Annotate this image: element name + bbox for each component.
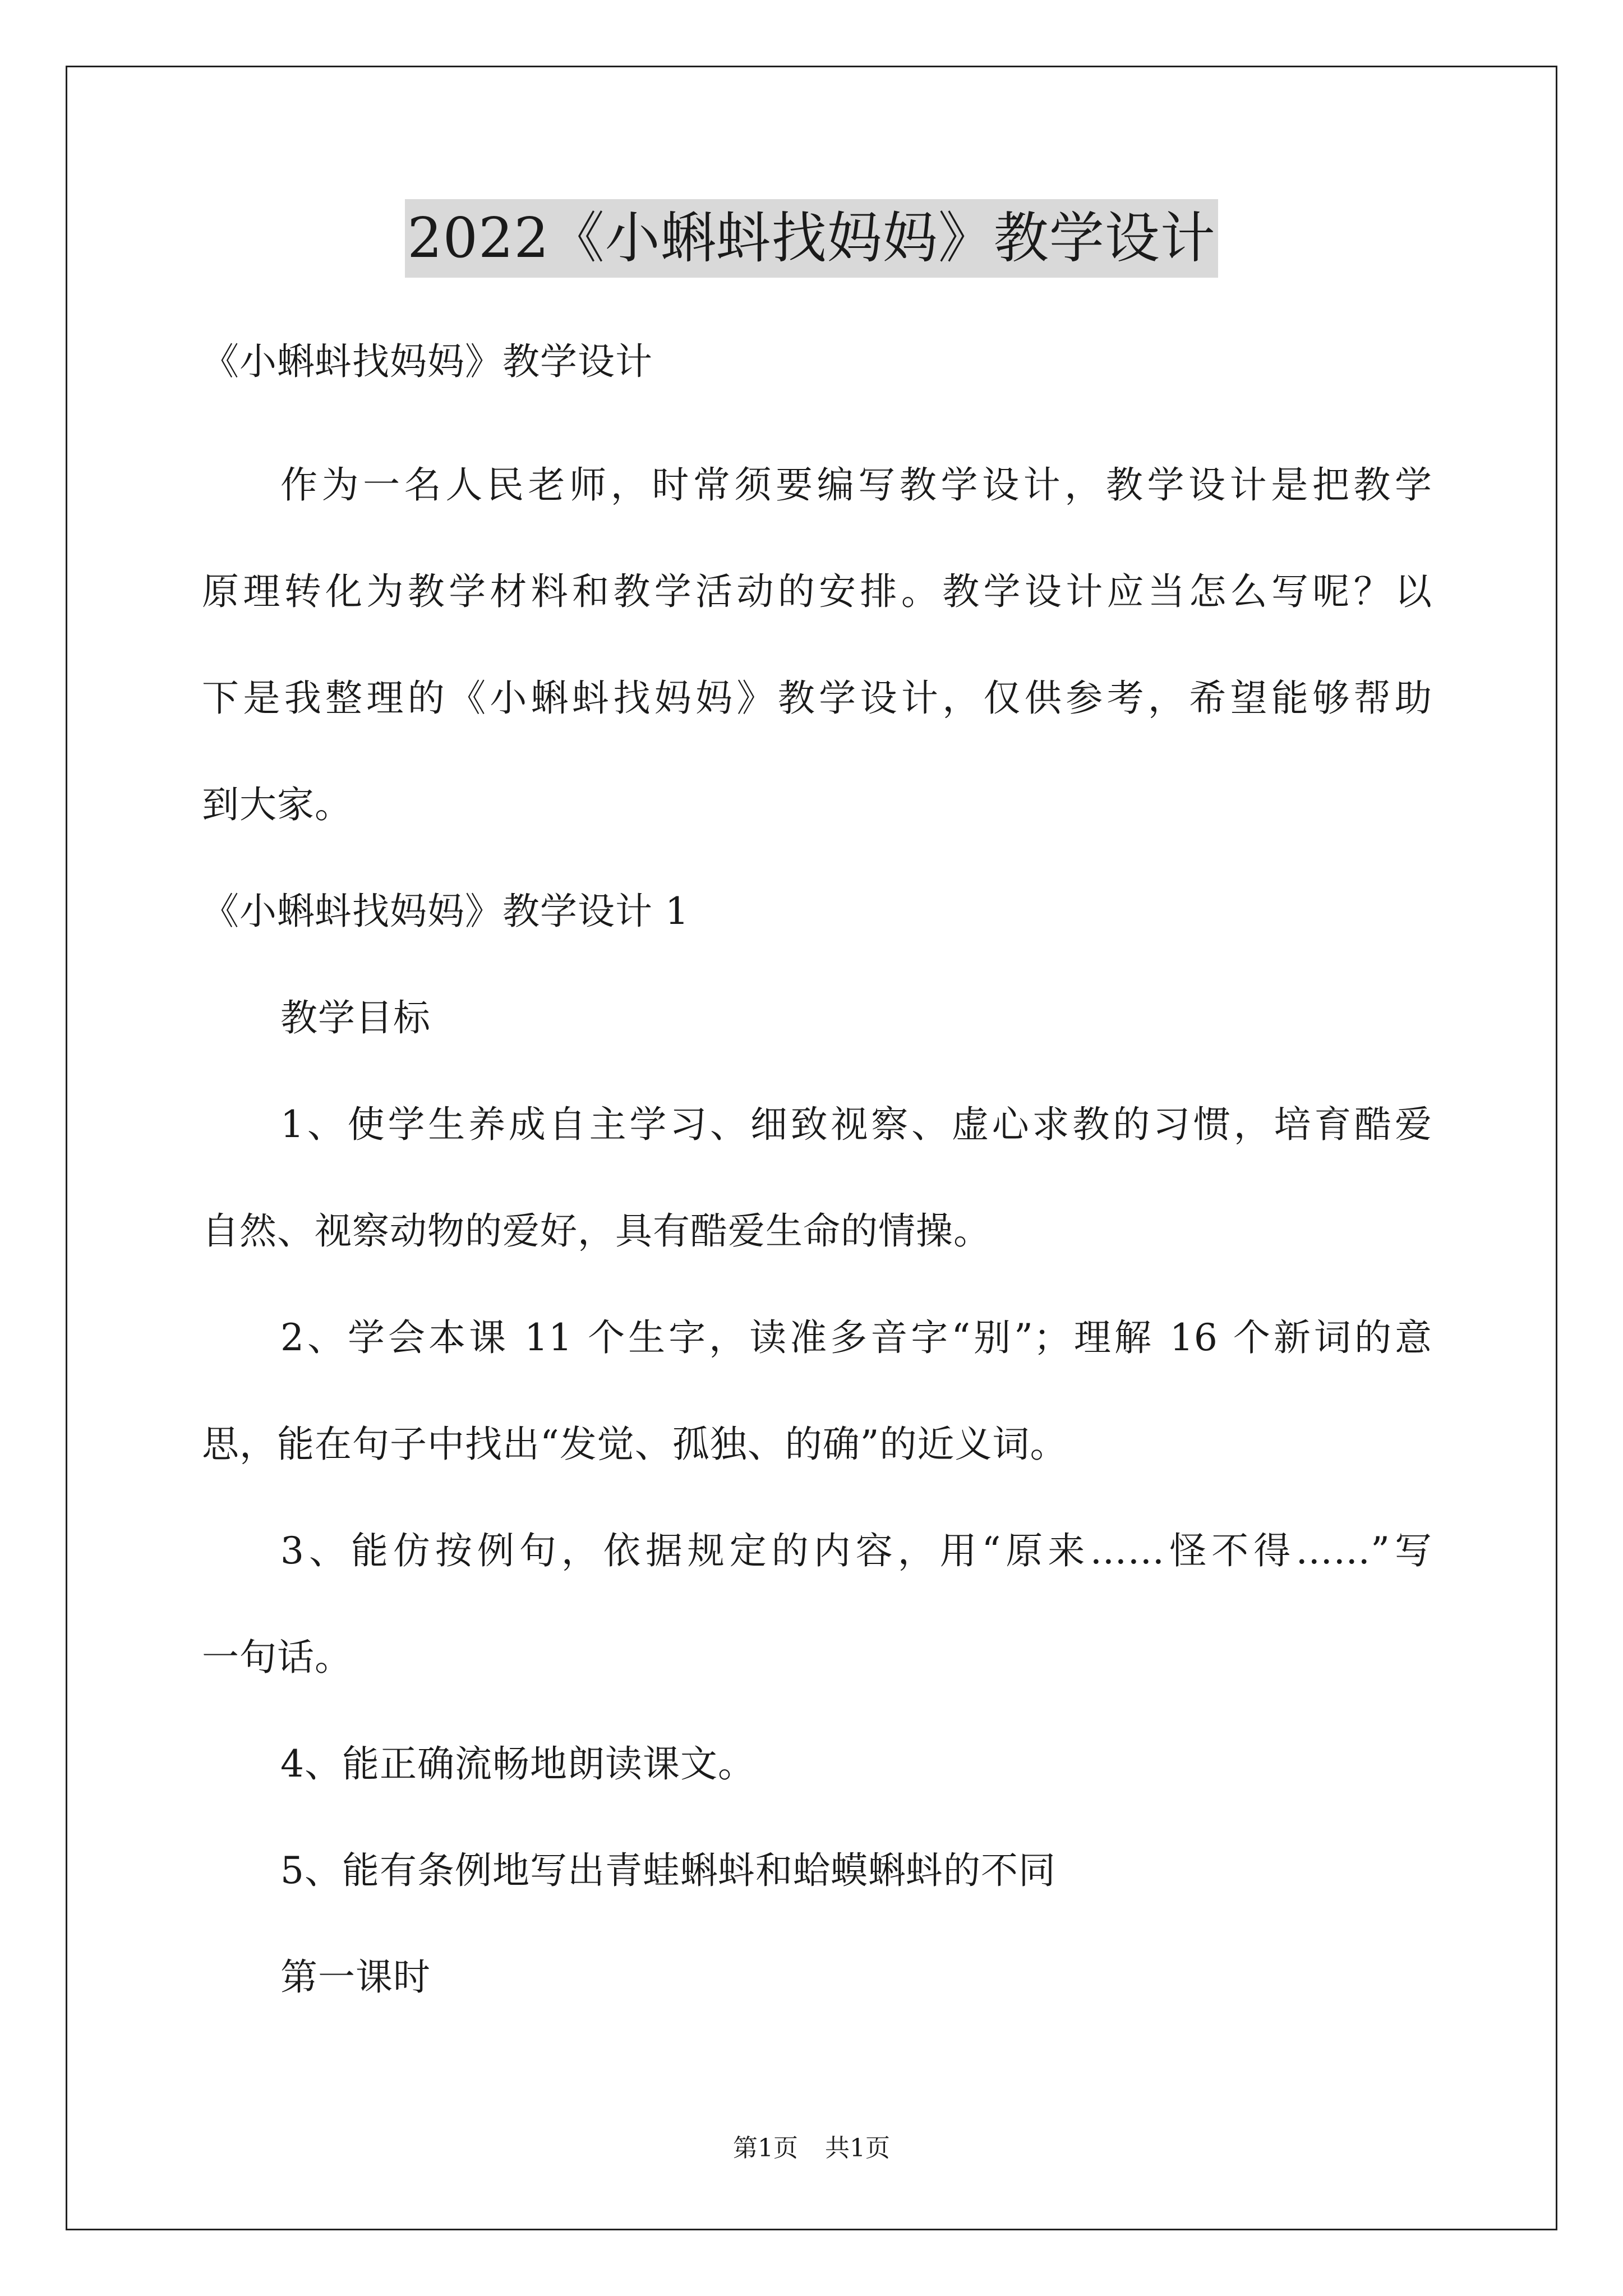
paragraph-line: 5、能有条例地写出青蛙蝌蚪和蛤蟆蝌蚪的不同 — [280, 1849, 1056, 1892]
page-number: 第1页 — [733, 2134, 798, 2162]
page-footer — [0, 2132, 1623, 2165]
paragraph-line: 原理转化为教学材料和教学活动的安排。教学设计应当怎么写呢？以 — [202, 570, 1432, 613]
section-heading: 《小蝌蚪找妈妈》教学设计 1 — [202, 890, 689, 933]
document-title: 2022《小蝌蚪找妈妈》教学设计 — [405, 199, 1218, 278]
paragraph-line: 思，能在句子中找出“发觉、孤独、的确”的近义词。 — [202, 1423, 1068, 1466]
subheading: 第一课时 — [280, 1955, 431, 1999]
title-container — [0, 199, 1623, 278]
paragraph-line: 下是我整理的《小蝌蚪找妈妈》教学设计，仅供参考，希望能够帮助 — [202, 677, 1432, 720]
paragraph-line: 4、能正确流畅地朗读课文。 — [280, 1742, 755, 1786]
subheading: 教学目标 — [280, 996, 431, 1039]
page-total: 共1页 — [825, 2134, 890, 2162]
paragraph-line: 2、学会本课 11 个生字，读准多音字“别”；理解 16 个新词的意 — [280, 1316, 1432, 1359]
paragraph-line: 一句话。 — [202, 1636, 352, 1679]
section-heading: 《小蝌蚪找妈妈》教学设计 — [202, 340, 653, 383]
paragraph-line: 自然、视察动物的爱好，具有酷爱生命的情操。 — [202, 1209, 991, 1253]
paragraph-line: 1、使学生养成自主学习、细致视察、虚心求教的习惯，培育酷爱 — [280, 1103, 1432, 1146]
paragraph-line: 到大家。 — [202, 783, 352, 826]
paragraph-line: 3、能仿按例句，依据规定的内容，用“原来……怪不得……”写 — [280, 1529, 1432, 1572]
paragraph-line: 作为一名人民老师，时常须要编写教学设计，教学设计是把教学 — [280, 463, 1432, 507]
